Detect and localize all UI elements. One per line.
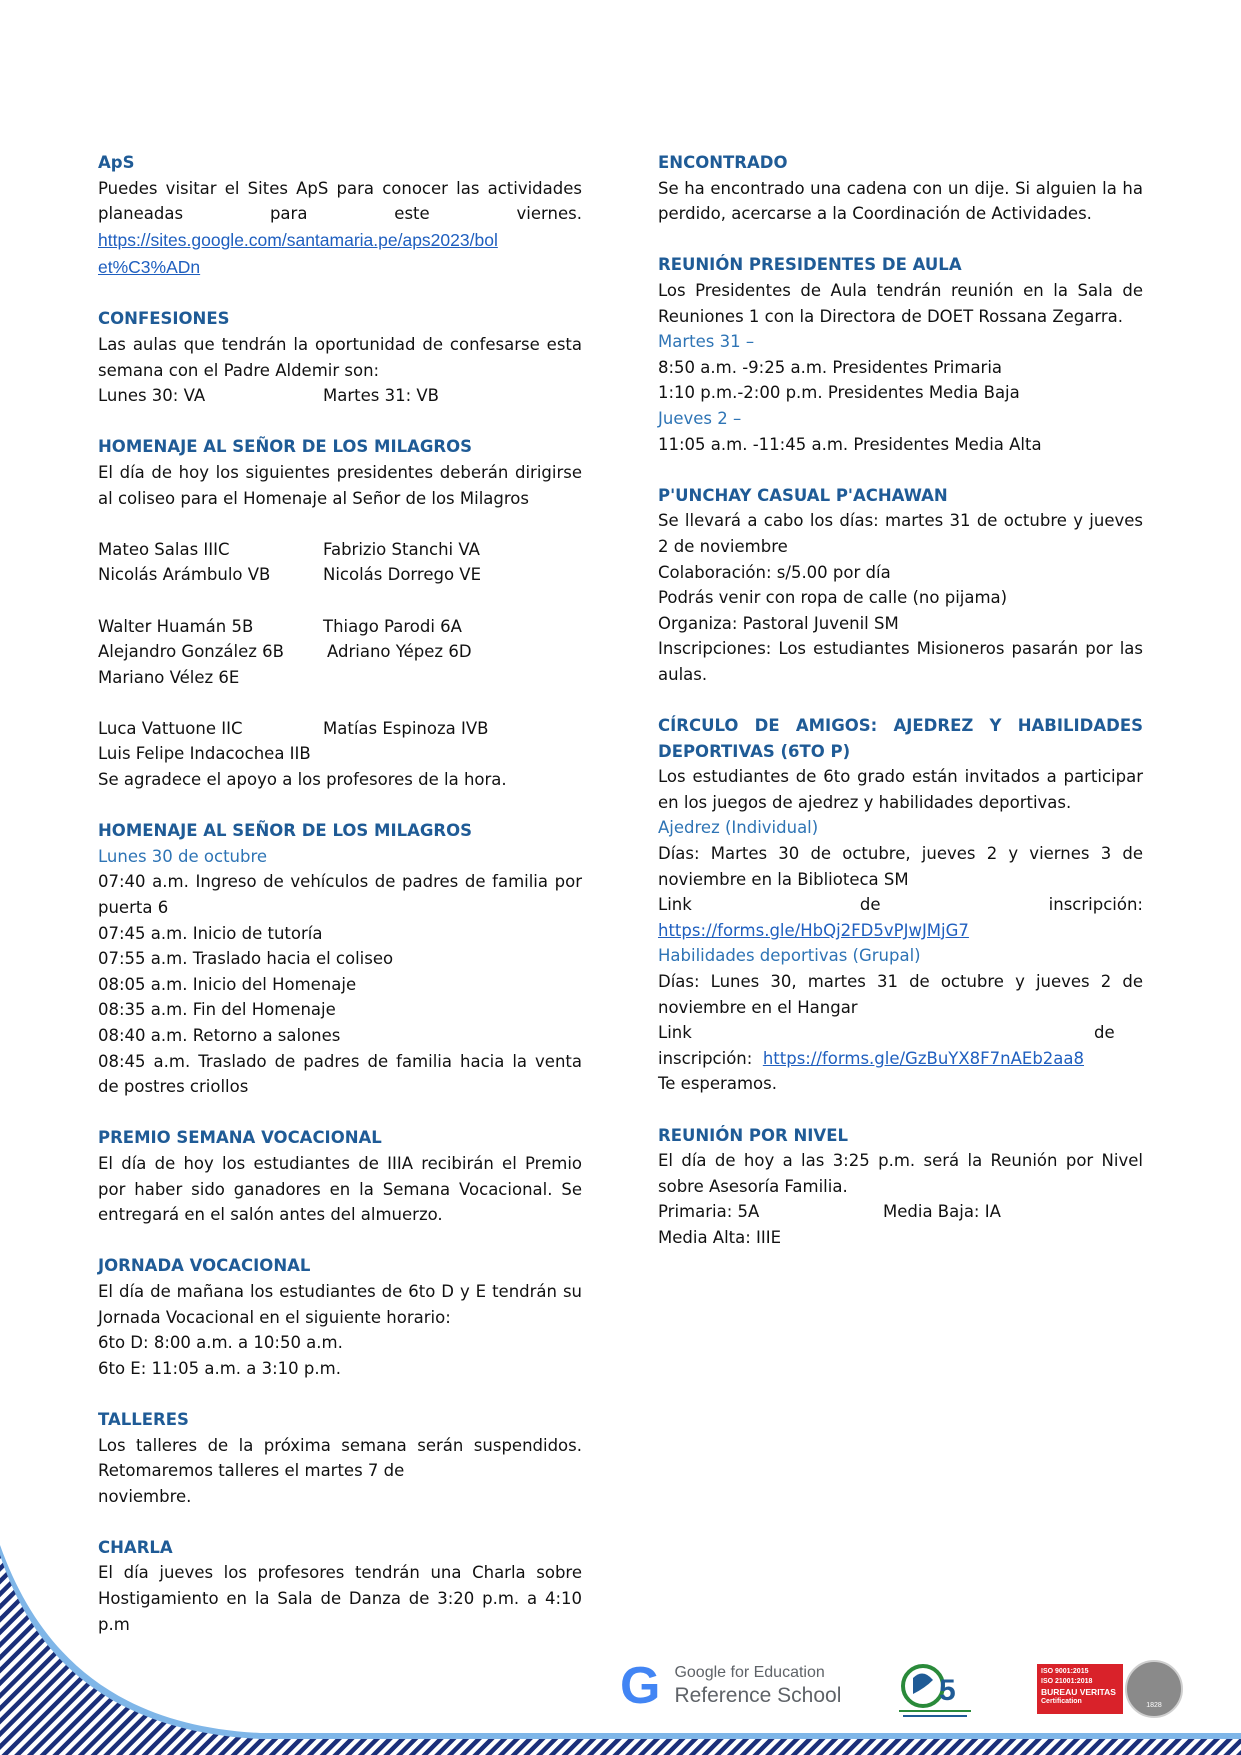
section-text: Días: Martes 30 de octubre, jueves 2 y viernes 3 de noviembre en la Biblioteca SM [658,844,1143,889]
section-title: HOMENAJE AL SEÑOR DE LOS MILAGROS [98,437,473,457]
schedule-item: 07:55 a.m. Traslado hacia el coliseo [98,949,394,969]
schedule-item: 6to E: 11:05 a.m. a 3:10 p.m. [98,1358,341,1378]
section-confesiones [98,306,582,408]
name-row: Luca Vattuone IIC Matías Espinoza IVB [98,718,489,738]
section-title: ENCONTRADO [658,153,788,172]
schedule-row: Primaria: 5A Media Baja: IA [658,1202,1001,1222]
name-row: Alejandro González 6B Adriano Yépez 6D [98,642,472,662]
info-item: Podrás venir con ropa de calle (no pijama) [658,588,1008,608]
schedule-item: 1:10 p.m.-2:00 p.m. Presidentes Media Baja [658,383,1020,403]
footer-wave-decoration [0,1540,1241,1755]
name-row: Nicolás Arámbulo VB Nicolás Dorrego VE [98,565,482,585]
thanks-text: Se agradece el apoyo a los profesores de la hora. [98,770,507,790]
section-title: PREMIO SEMANA VOCACIONAL [98,1128,382,1148]
section-text: Los estudiantes de 6to grado están invitados a participar en los juegos de ajedrez y habilidades deportivas. [658,767,1143,812]
schedule-item: 08:05 a.m. Inicio del Homenaje [98,974,357,994]
section-text: El día de hoy a las 3:25 p.m. será la Reunión por Nivel sobre Asesoría Familia. [658,1151,1143,1196]
section-homenaje-programa [98,818,582,1100]
section-homenaje-presidentes [98,434,582,792]
google-g-icon: G [620,1657,661,1715]
schedule-item: 08:40 a.m. Retorno a salones [98,1026,341,1045]
section-title: CONFESIONES [98,309,230,329]
section-text: Se ha encontrado una cadena con un dije. Si alguien la ha perdido, acercarse a la Coordinación de Actividades. [658,178,1143,224]
section-text: El día de mañana los estudiantes de 6to D y E tendrán su Jornada Vocacional en el siguiente horario: [98,1281,582,1327]
section-text: Los talleres de la próxima semana serán suspendidos. [98,1435,582,1455]
aps-link[interactable]: https://sites.google.com/santamaria.pe/aps2023/bol et%C3%ADn [98,229,498,277]
section-date: Lunes 30 de octubre [98,846,268,866]
link-label: inscripción: [658,1048,753,1068]
schedule-item: 08:35 a.m. Fin del Homenaje [98,1000,336,1020]
schedule-item: 8:50 a.m. -9:25 a.m. Presidentes Primaria [658,357,1003,377]
section-text: Se llevará a cabo los días: martes 31 de octubre y jueves 2 de noviembre [658,511,1143,556]
section-text: El día jueves los profesores tendrán una Charla sobre Hostigamiento en la Sala de Danza de 3:20 p.m. a 4:10 p.m [98,1563,582,1634]
section-date: Jueves 2 – [658,408,742,428]
google-reference-school-logo: G Google for Education Reference School [620,1657,842,1715]
section-talleres [98,1407,582,1509]
section-title: CHARLA [98,1537,173,1557]
habilidades-link[interactable]: https://forms.gle/GzBuYX8F7nAEb2aa8 [762,1048,1085,1068]
schedule-row: Media Alta: IIIE [658,1227,782,1247]
section-title: REUNIÓN POR NIVEL [658,1125,848,1145]
section-text: Puedes visitar el Sites ApS para conocer las actividades planeadas para este viernes. [98,178,582,224]
section-text: El día de hoy los siguientes presidentes deberán dirigirse al coliseo para el Homenaje al Señor de los Milagros [98,462,582,508]
closing-text: Te esperamos. [658,1074,777,1094]
section-title: TALLERES [98,1409,189,1429]
section-reunion-presidentes [658,252,1143,457]
section-text: Los Presidentes de Aula tendrán reunión en la Sala de Reuniones 1 con la Directora de DOET Rossana Zegarra. [658,280,1143,326]
section-title: REUNIÓN PRESIDENTES DE AULA [658,255,962,275]
info-item: Organiza: Pastoral Juvenil SM [658,613,899,633]
section-aps [98,150,582,281]
link-label: Link de inscripción: [658,895,1143,915]
section-title: JORNADA VOCACIONAL [98,1256,311,1276]
section-text: Días: Lunes 30, martes 31 de octubre y jueves 2 de noviembre en el Hangar [658,972,1143,1017]
section-encontrado [658,150,1143,227]
section-text: Las aulas que tendrán la oportunidad de confesarse esta semana con el Padre Aldemir son: [98,334,582,380]
name-row: Mariano Vélez 6E [98,667,240,687]
section-jornada [98,1253,582,1381]
bureau-veritas-certification-logo: ISO 9001:2015 ISO 21001:2018 BUREAU VERITAS Certification 1828 [1037,1660,1192,1716]
section-premio [98,1125,582,1227]
ajedrez-link[interactable]: https://forms.gle/HbQj2FD5vPJwJMjG7 [658,920,969,940]
schedule-item: 6to D: 8:00 a.m. a 10:50 a.m. [98,1333,343,1353]
bureau-veritas-seal-icon: 1828 [1125,1660,1183,1718]
schedule-row: Lunes 30: VA Martes 31: VB [98,386,439,406]
left-column [98,150,582,1663]
section-text: El día de hoy los estudiantes de IIIA recibirán el Premio por haber sido ganadores en la Semana Vocacional. Se entregará en el salón antes del almuerzo. [98,1153,582,1225]
info-item: Inscripciones: Los estudiantes Misioneros pasarán por las aulas. [658,639,1143,684]
section-text: Retomaremos talleres el martes 7 de [98,1461,405,1481]
name-row: Walter Huamán 5B Thiago Parodi 6A [98,616,462,636]
right-column [658,150,1143,1276]
section-date: Martes 31 – [658,332,755,352]
section-title: HOMENAJE AL SEÑOR DE LOS MILAGROS [98,821,473,841]
section-circulo [658,713,1143,1097]
section-punchay [658,483,1143,688]
subsection-title: Habilidades deportivas (Grupal) [658,946,921,966]
subsection-title: Ajedrez (Individual) [658,818,819,838]
link-label: Link de [658,1023,1115,1043]
section-title: ApS [98,153,135,172]
section-reunion-nivel [658,1123,1143,1251]
schedule-item: 11:05 a.m. -11:45 a.m. Presidentes Media Alta [658,434,1042,454]
schedule-item: 07:40 a.m. Ingreso de vehículos de padres de familia por puerta 6 [98,872,582,918]
name-row: Luis Felipe Indacochea IIB [98,744,311,764]
section-text: noviembre. [98,1486,192,1506]
section-title: CÍRCULO DE AMIGOS: AJEDREZ Y HABILIDADES DEPORTIVAS (6TO P) [658,716,1143,761]
schedule-item: 08:45 a.m. Traslado de padres de familia hacia la venta de postres criollos [98,1051,582,1097]
section-title: P'UNCHAY CASUAL P'ACHAWAN [658,485,948,505]
name-row: Mateo Salas IIIC Fabrizio Stanchi VA [98,539,480,559]
svg-text:5: 5 [939,1674,956,1707]
info-item: Colaboración: s/5.00 por día [658,562,891,582]
pacto-educativo-global-logo [895,1658,975,1720]
schedule-item: 07:45 a.m. Inicio de tutoría [98,923,323,943]
